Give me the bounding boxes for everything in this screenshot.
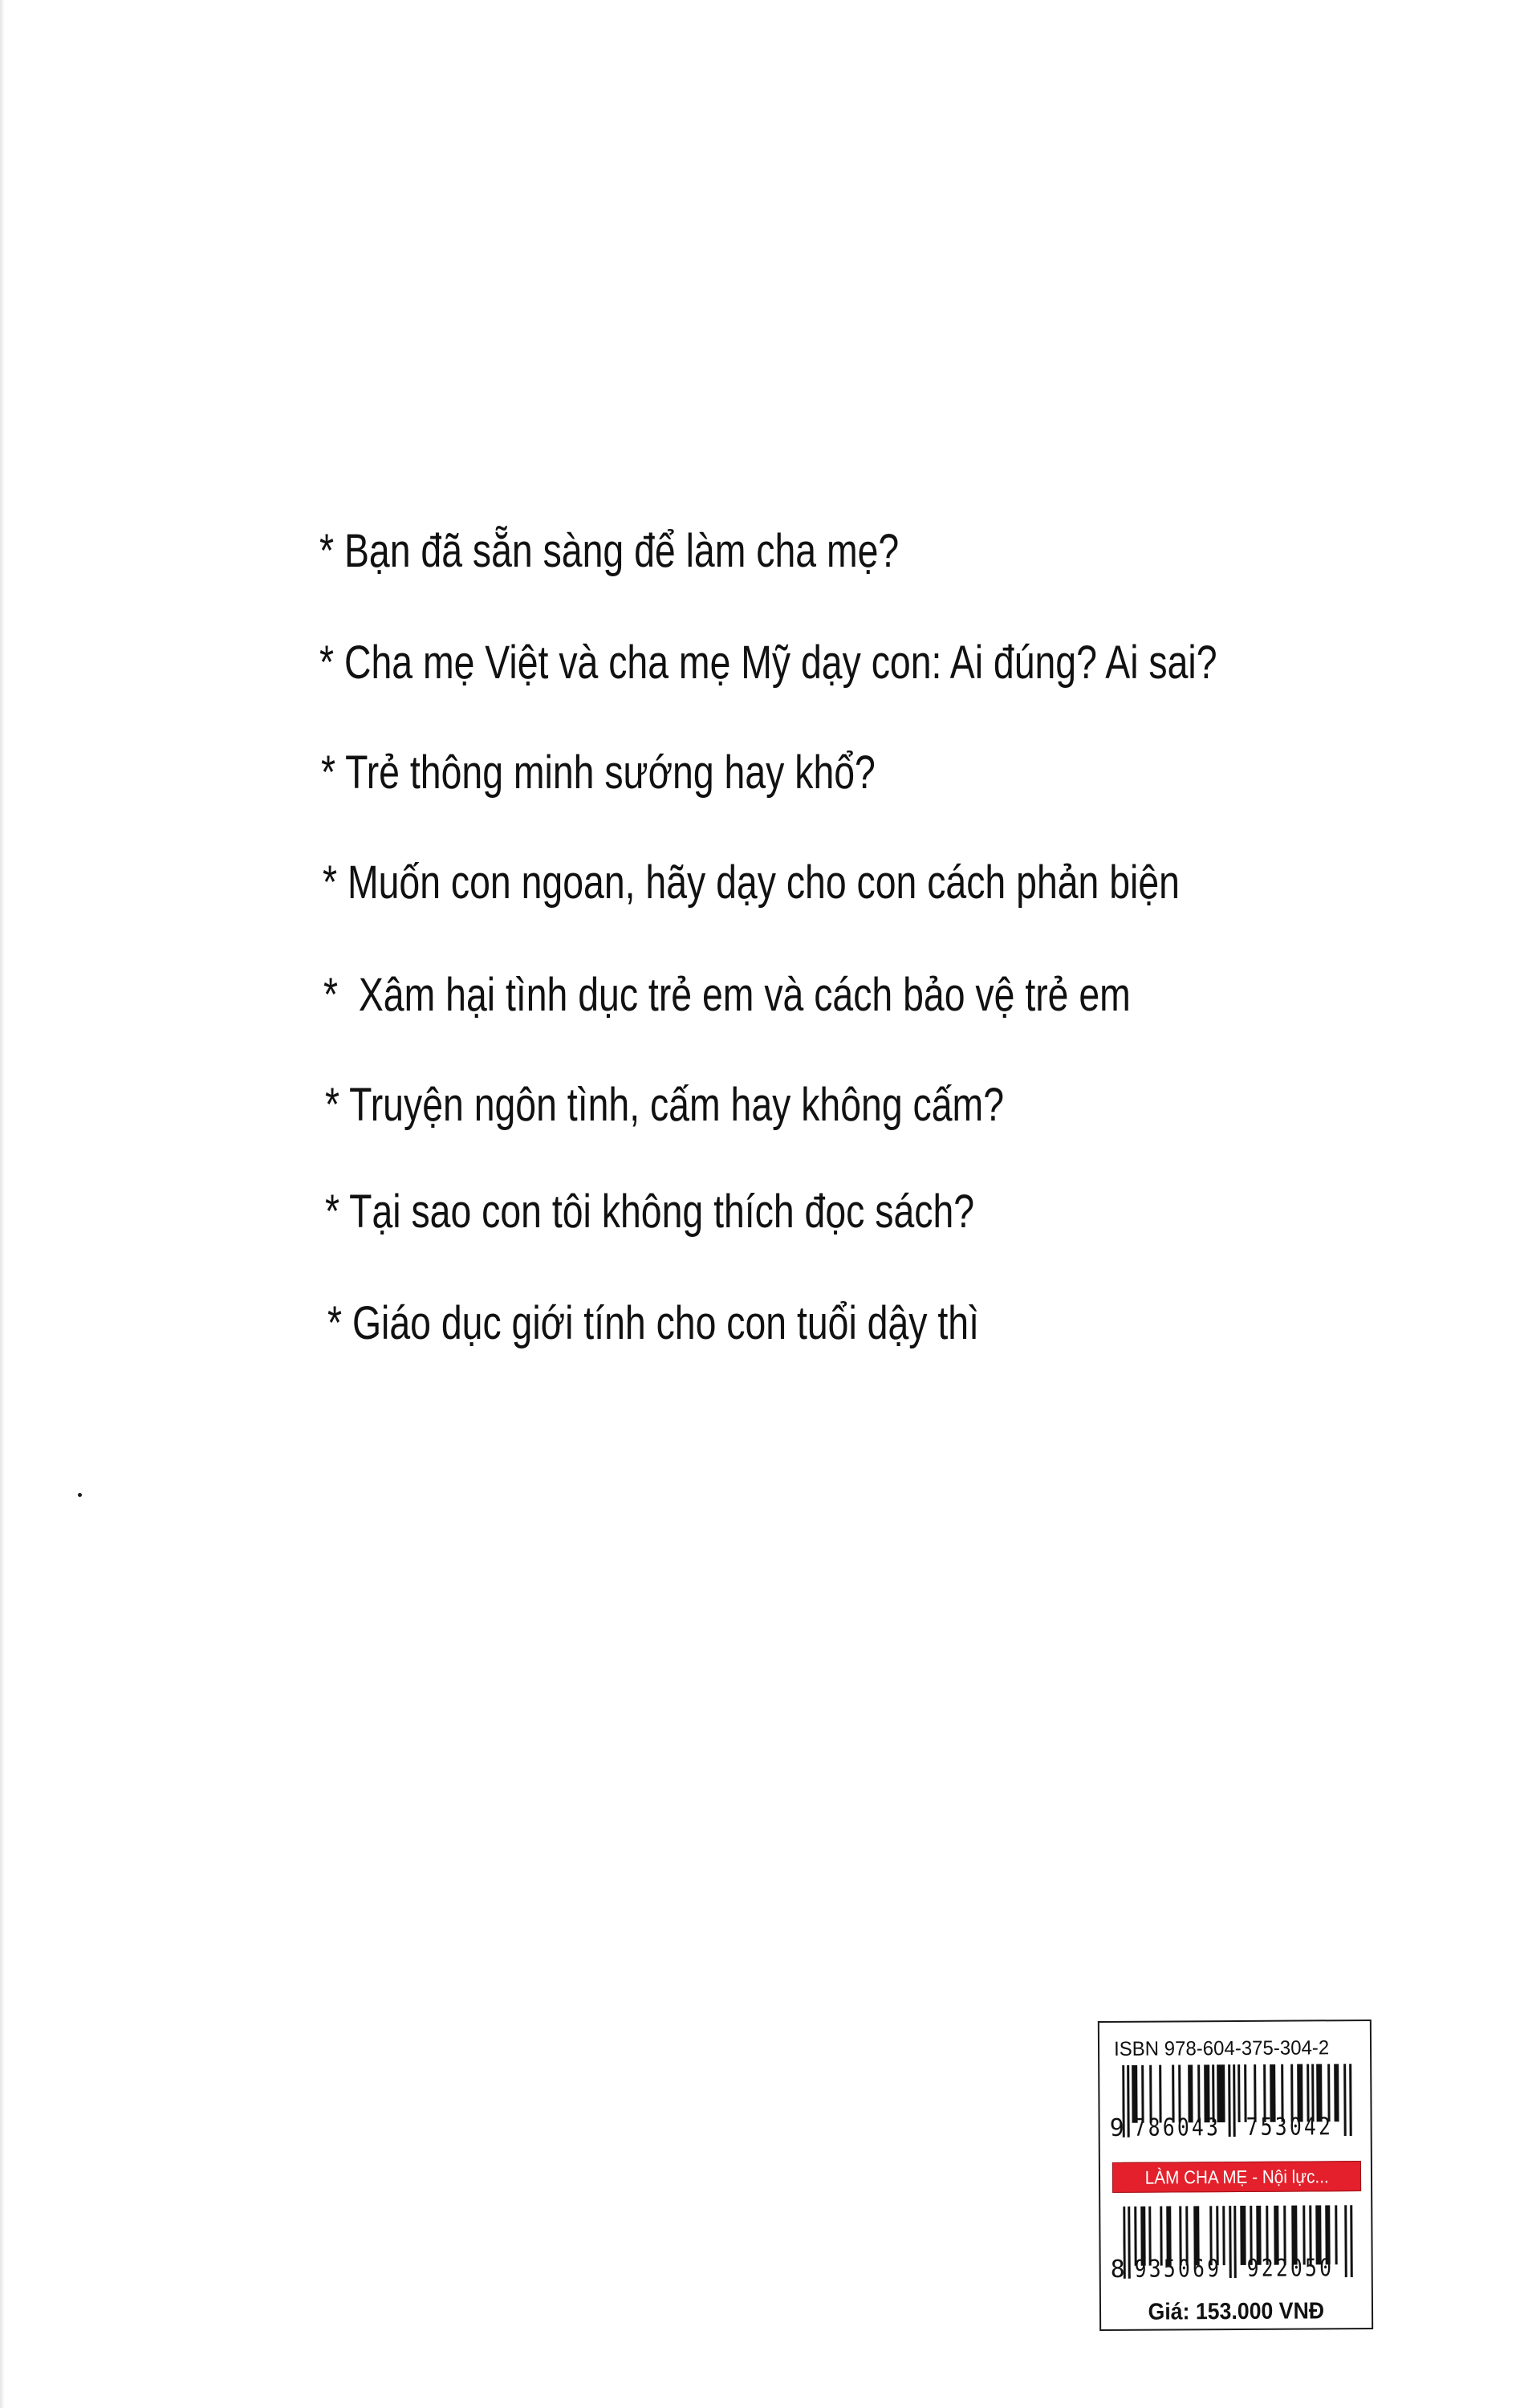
- product-barcode: [1108, 2205, 1366, 2287]
- bullet-item: * Truyện ngôn tình, cấm hay không cấm?: [325, 1079, 1005, 1131]
- bullet-item: * Bạn đã sẵn sàng để làm cha mẹ?: [319, 525, 900, 577]
- isbn-barcode-digits: 9 786043 753042: [1109, 2113, 1334, 2142]
- bullet-item: * Muốn con ngoan, hãy dạy cho con cách phản biện: [323, 856, 1180, 909]
- bullet-item: * Xâm hại tình dục trẻ em và cách bảo vệ trẻ em: [323, 969, 1131, 1021]
- bullet-item: * Cha mẹ Việt và cha mẹ Mỹ dạy con: Ai đúng? Ai sai?: [319, 637, 1217, 689]
- isbn-label: ISBN 978-604-375-304-2: [1113, 2036, 1330, 2060]
- product-barcode-digits: 8 935069 922050: [1110, 2254, 1335, 2284]
- bullet-item: * Giáo dục giới tính cho con tuổi dậy thì: [327, 1297, 979, 1349]
- price-label: Giá: 153.000 VNĐ: [1148, 2298, 1325, 2325]
- bullet-item: * Trẻ thông minh sướng hay khổ?: [321, 746, 876, 799]
- isbn-barcode: [1107, 2064, 1365, 2146]
- isbn-price-sticker: [1098, 2020, 1373, 2331]
- bullet-item: * Tại sao con tôi không thích đọc sách?: [325, 1186, 975, 1238]
- scan-speck: [78, 1493, 82, 1497]
- book-title-label: LÀM CHA MẸ - Nội lực...: [1112, 2161, 1361, 2193]
